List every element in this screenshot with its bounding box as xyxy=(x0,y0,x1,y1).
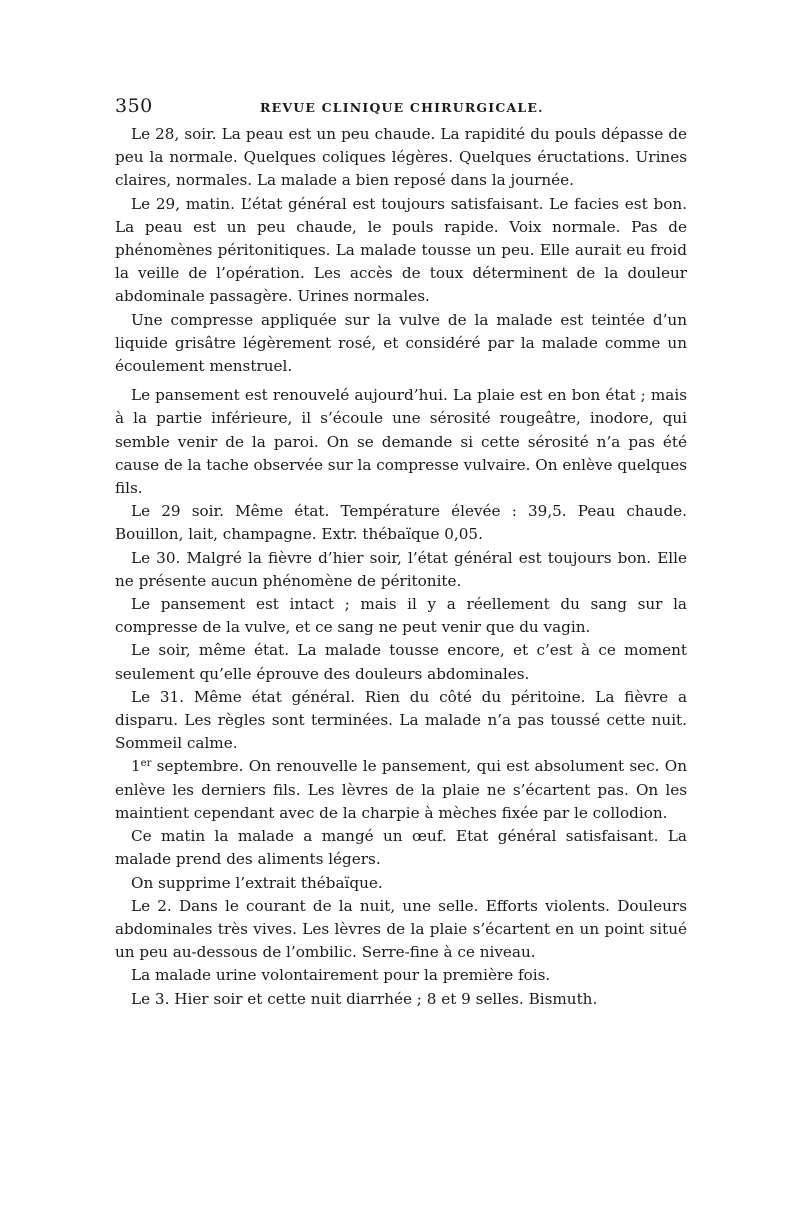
page-number: 350 xyxy=(115,95,153,117)
paragraph xyxy=(115,755,687,825)
paragraph: On supprime l’extrait thébaïque. xyxy=(131,873,383,892)
paragraph-text: septembre. On renouvelle le pansement, qui est absolument sec. On enlève les derniers fils. Les lèvres de la plaie ne s’écartent pas. On les maintient cependant avec de la charpie à mèches fixée par le collodion. xyxy=(115,757,688,822)
paragraph: Le 29 soir. Même état. Température élevée : 39,5. Peau chaude. Bouillon, lait, champagne. Extr. thébaïque 0,05. xyxy=(115,502,687,544)
paragraph: Une compresse appliquée sur la vulve de la malade est teintée d’un liquide grisâtre légèrement rosé, et considéré par la malade comme un écoulement menstruel. xyxy=(115,310,687,376)
paragraph: Le 31. Même état général. Rien du côté du péritoine. La fièvre a disparu. Les règles sont terminées. La malade n’a pas toussé cette nuit. Sommeil calme. xyxy=(115,687,687,753)
paragraph: Le 30. Malgré la fièvre d’hier soir, l’état général est toujours bon. Elle ne présente aucun phénomène de péritonite. xyxy=(115,548,687,590)
paragraph: Ce matin la malade a mangé un œuf. Etat général satisfaisant. La malade prend des aliments légers. xyxy=(115,827,687,869)
paragraph: La malade urine volontairement pour la première fois. xyxy=(131,966,551,985)
paragraph: Le 28, soir. La peau est un peu chaude. La rapidité du pouls dépasse de peu la normale. Quelques coliques légères. Quelques éructations. Urines claires, normales. La malade a bien reposé dans la journée. xyxy=(115,125,687,190)
paragraph: Le pansement est renouvelé aujourd’hui. La plaie est en bon état ; mais à la partie inférieure, il s’écoule une sérosité rougeâtre, inodore, qui semble venir de la paroi. On se demande si cette sérosité n’a pas été cause de la tache observée sur la compresse vulvaire. On enlève quelques fils. xyxy=(115,386,687,498)
paragraph: Le 29, matin. L’état général est toujours satisfaisant. Le facies est bon. La peau est un peu chaude, le pouls rapide. Voix normale. Pas de phénomènes péritonitiques. La malade tousse un peu. Elle aurait eu froid la veille de l’opération. Les accès de toux déterminent de la douleur abdominale passagère. Urines normales. xyxy=(115,194,687,306)
paragraph: Le 2. Dans le courant de la nuit, une selle. Efforts violents. Douleurs abdominales très vives. Les lèvres de la plaie s’écartent en un point situé un peu au-dessous de l’ombilic. Serre-fine à ce niveau. xyxy=(115,896,687,962)
ordinal-suffix: er xyxy=(140,758,152,770)
running-head xyxy=(115,95,687,121)
date-number: 1 xyxy=(131,757,141,776)
book-page xyxy=(115,95,687,1011)
paragraph: Le pansement est intact ; mais il y a réellement du sang sur la compresse de la vulve, et ce sang ne peut venir que du vagin. xyxy=(115,595,687,637)
paragraph: Le 3. Hier soir et cette nuit diarrhée ; 8 et 9 selles. Bismuth. xyxy=(131,989,598,1008)
paragraph: Le soir, même état. La malade tousse encore, et c’est à ce moment seulement qu’elle éprouve des douleurs abdominales. xyxy=(115,641,687,683)
journal-title: REVUE CLINIQUE CHIRURGICALE. xyxy=(260,100,544,115)
body-text xyxy=(115,123,687,1011)
